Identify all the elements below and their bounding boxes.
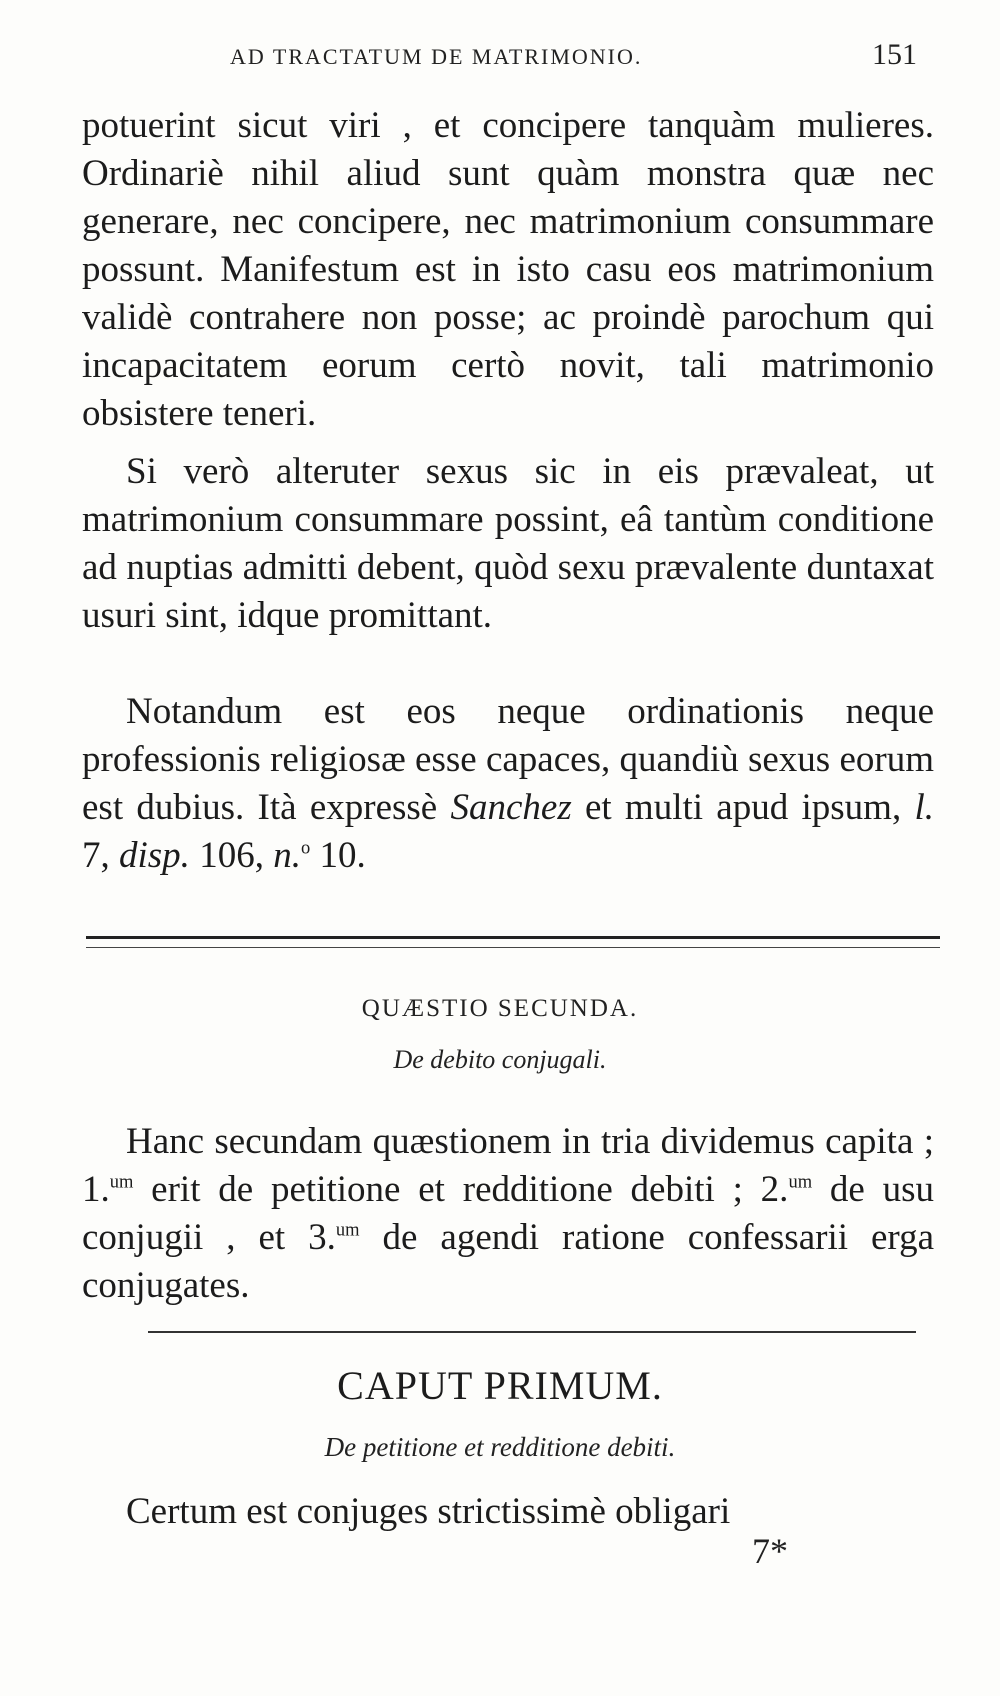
- chapter-title: CAPUT PRIMUM.: [337, 1363, 663, 1408]
- paragraph-3-start: Notandum est eos neque ordinationis neque professionis religiosæ esse capaces, quandiù sexus eorum est dubius. Ità expressè: [82, 691, 934, 828]
- ordinal-sup-3: um: [335, 1220, 360, 1241]
- paragraph-1-text: potuerint sicut viri , et concipere tanquàm mulieres. Ordinariè nihil aliud sunt quàm monstra quæ nec generare, nec concipere, nec matrimonium consummare possunt. Manifestum est in isto casu eos matrimonium validè contrahere non posse; ac proindè parochum qui incapacitatem eorum certò novit, tali matrimonio obsistere teneri.: [82, 105, 934, 434]
- paragraph-5: [82, 1488, 934, 1536]
- section-divider-double: [86, 936, 940, 948]
- section-divider-single: [148, 1331, 916, 1333]
- citation-liber: l.: [914, 787, 934, 828]
- citation-disputatio: disp.: [119, 835, 190, 876]
- paragraph-3-text: [82, 688, 934, 880]
- ordinal-sup-2: um: [788, 1172, 813, 1193]
- citation-numero-value: 10.: [310, 835, 366, 876]
- paragraph-5-text: Certum est conjuges strictissimè obligari: [126, 1491, 731, 1532]
- paragraph-3: [82, 688, 934, 880]
- paragraph-4-c: de usu conjugii , et 3.: [82, 1169, 934, 1258]
- paragraph-1: [82, 102, 934, 438]
- paragraph-3-mid: et multi apud ipsum,: [571, 787, 915, 828]
- paragraph-4: [82, 1118, 934, 1310]
- paragraph-4-b: erit de petitione et redditione debiti ; 2.: [133, 1169, 789, 1210]
- paragraph-4-text: [82, 1118, 934, 1310]
- signature-mark: 7*: [752, 1531, 788, 1571]
- quaestio-heading: QUÆSTIO SECUNDA.: [361, 995, 639, 1022]
- author-citation-sanchez: Sanchez: [450, 787, 572, 828]
- citation-liber-number: 7,: [82, 835, 119, 876]
- paragraph-4-d: de agendi ratione confessarii erga conjugates.: [82, 1217, 934, 1306]
- quaestio-subheading: De debito conjugali.: [393, 1045, 607, 1074]
- paragraph-2: [82, 448, 934, 640]
- running-title: AD TRACTATUM DE MATRIMONIO.: [230, 44, 643, 69]
- paragraph-4-a: Hanc secundam quæstionem in tria dividemus capita ; 1.: [82, 1121, 934, 1210]
- citation-numero: n.: [273, 835, 301, 876]
- paragraph-2-text: Si verò alteruter sexus sic in eis prævaleat, ut matrimonium consummare possint, eâ tantùm conditione ad nuptias admitti debent, quòd sexu prævalente duntaxat usuri sint, idque promittant.: [82, 451, 934, 636]
- citation-numero-sup: o: [300, 838, 311, 859]
- page-number: 151: [872, 38, 917, 71]
- ordinal-sup-1: um: [109, 1172, 134, 1193]
- citation-disputatio-number: 106,: [189, 835, 264, 876]
- chapter-subtitle: De petitione et redditione debiti.: [324, 1432, 676, 1462]
